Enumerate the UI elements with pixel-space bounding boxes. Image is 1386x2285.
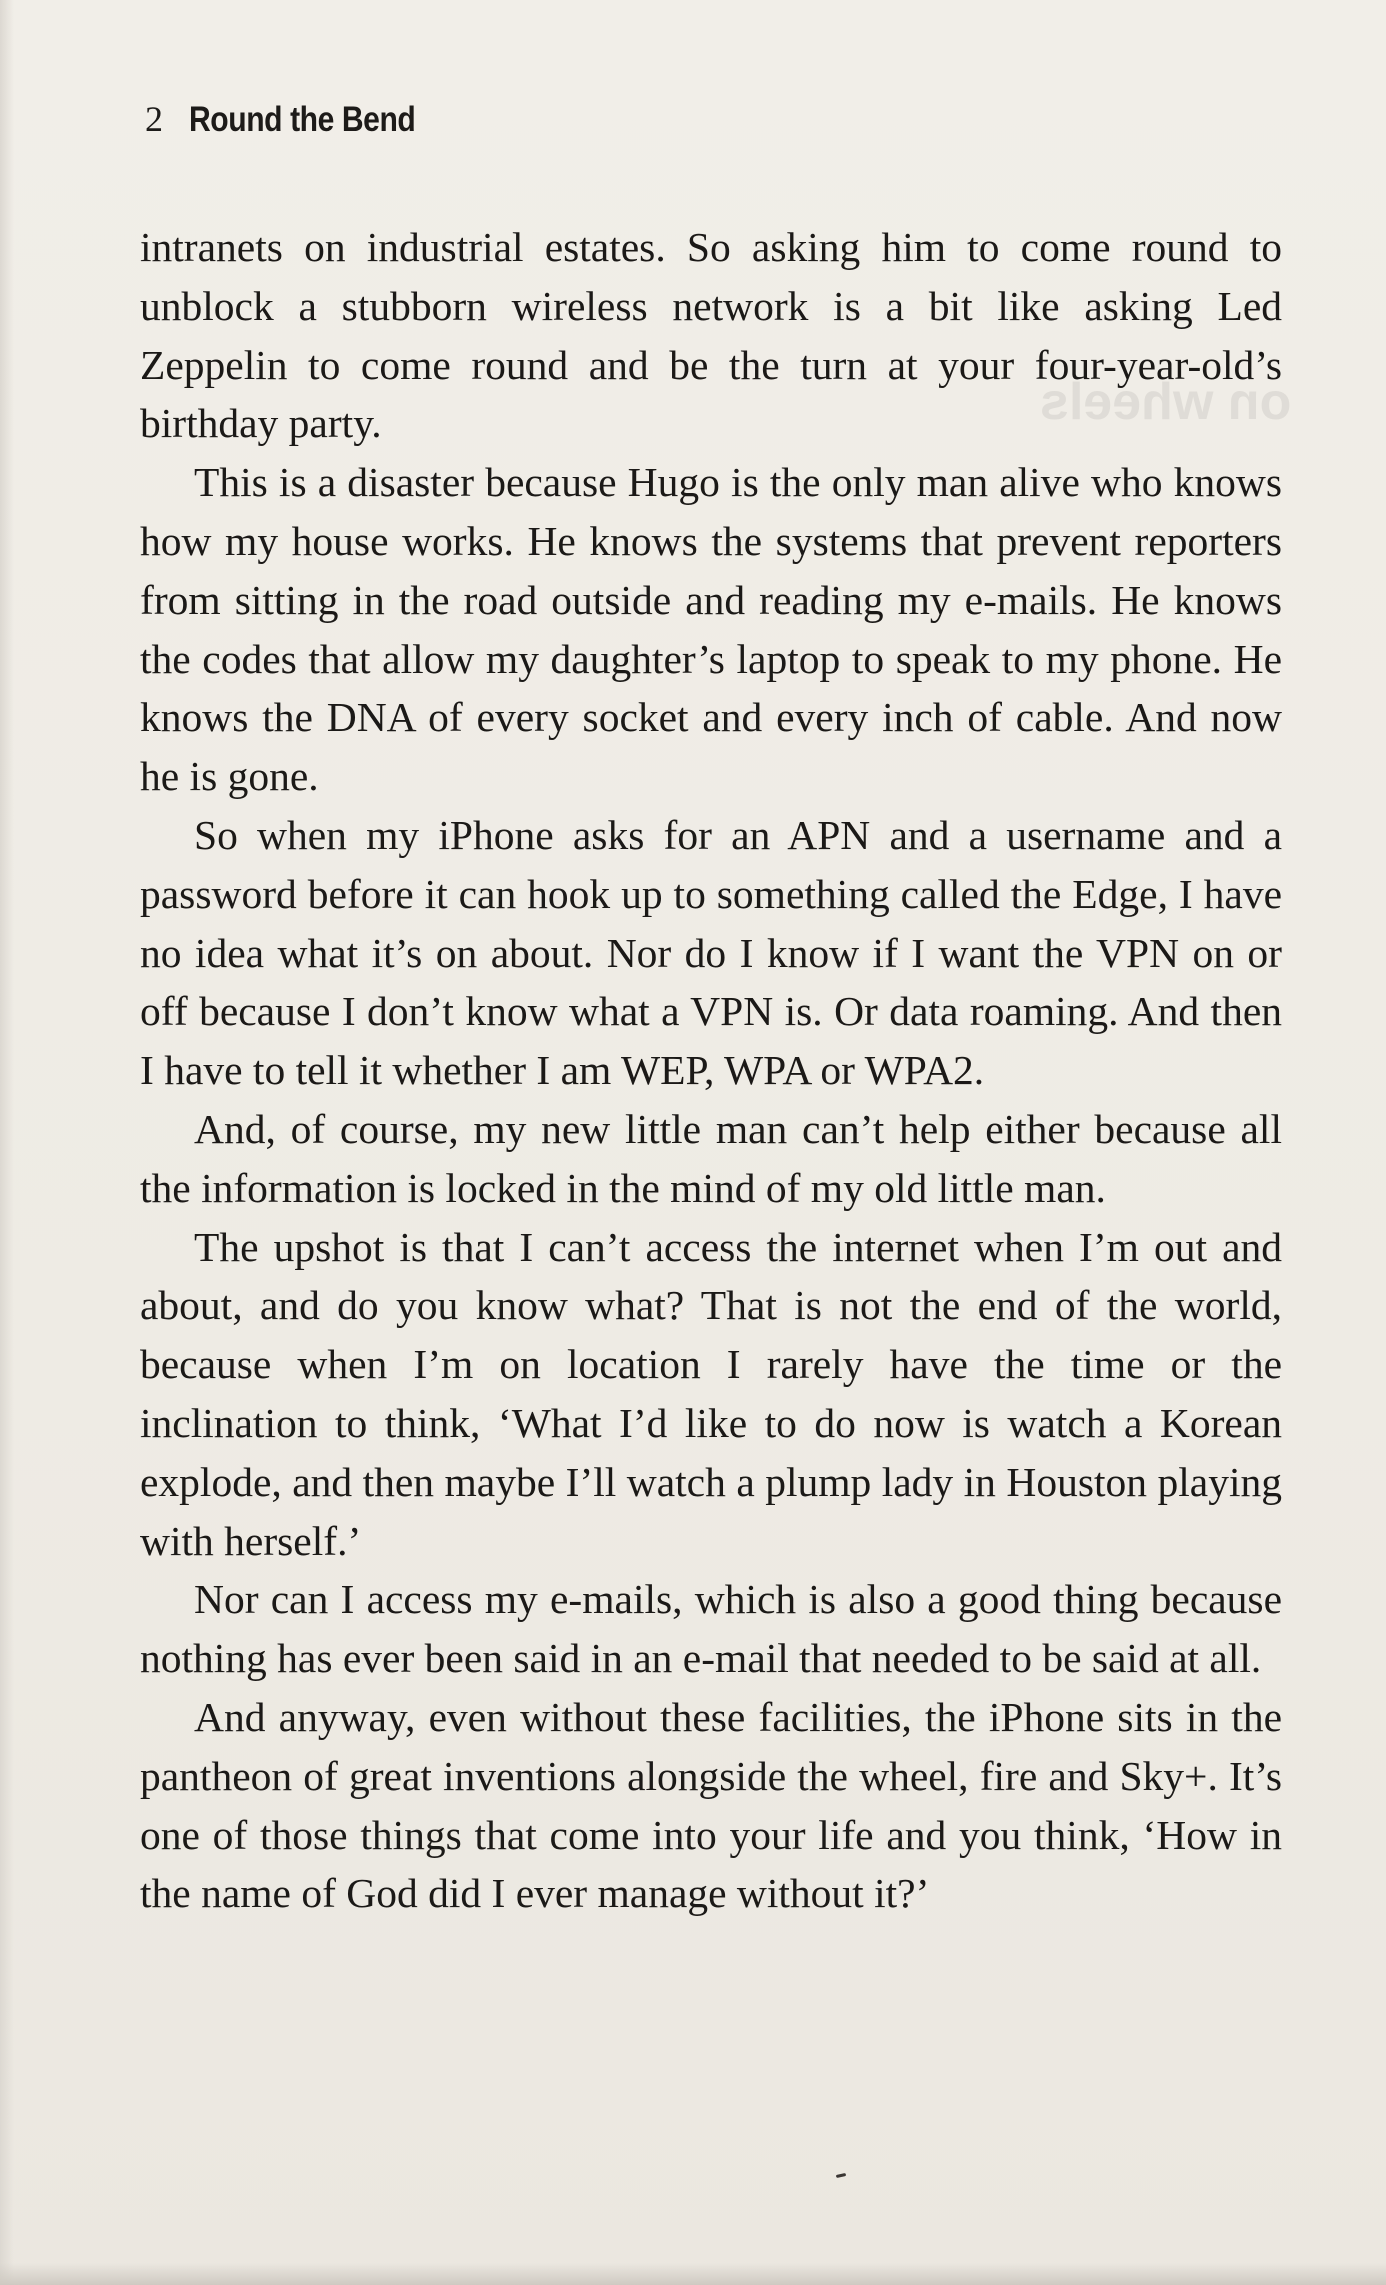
ink-mark bbox=[836, 2173, 846, 2178]
paragraph: So when my iPhone asks for an APN and a username and a password before it can hook up to something called the Edge, I have no idea what it’s on about. Nor do I know if I want the VPN on or off because I don’t know what a VPN is. Or data roaming. And then I have to tell it whether I am WEP, WPA or WPA2. bbox=[140, 811, 1282, 1094]
page-gutter-shadow bbox=[0, 0, 14, 2285]
running-head-title: Round the Bend bbox=[189, 100, 416, 139]
running-header bbox=[145, 98, 452, 148]
paragraph: Nor can I access my e-mails, which is also a good thing because nothing has ever been said in an e-mail that needed to be said at all. bbox=[140, 1576, 1282, 1682]
paragraph: This is a disaster because Hugo is the only man alive who knows how my house works. He knows the systems that prevent reporters from sitting in the road outside and reading my e-mails. He knows the codes that allow my daughter’s laptop to speak to my phone. He knows the DNA of every socket and every inch of cable. And now he is gone. bbox=[140, 459, 1282, 800]
paragraph: intranets on industrial estates. So asking him to come round to unblock a stubborn wireless network is a bit like asking Led Zeppelin to come round and be the turn at your four-year-old’s birthday party. bbox=[140, 224, 1282, 447]
paragraph: The upshot is that I can’t access the internet when I’m out and about, and do you know what? That is not the end of the world, because when I’m on location I rarely have the time or the inclination to think, ‘What I’d like to do now is watch a Korean explode, and then maybe I’ll watch a plump lady in Houston playing with herself.’ bbox=[140, 1223, 1282, 1564]
paragraph: And, of course, my new little man can’t help either because all the information is locked in the mind of my old little man. bbox=[140, 1105, 1282, 1211]
body-text bbox=[140, 218, 1282, 1923]
page-number: 2 bbox=[145, 99, 163, 139]
show-through-heading: on wheels bbox=[1040, 373, 1292, 431]
paragraph: And anyway, even without these facilities, the iPhone sits in the pantheon of great inventions alongside the wheel, fire and Sky+. It’s one of those things that come into your life and you think, ‘How in the name of God did I ever manage without it?’ bbox=[140, 1693, 1282, 1917]
page-bottom-edge bbox=[0, 2263, 1386, 2285]
